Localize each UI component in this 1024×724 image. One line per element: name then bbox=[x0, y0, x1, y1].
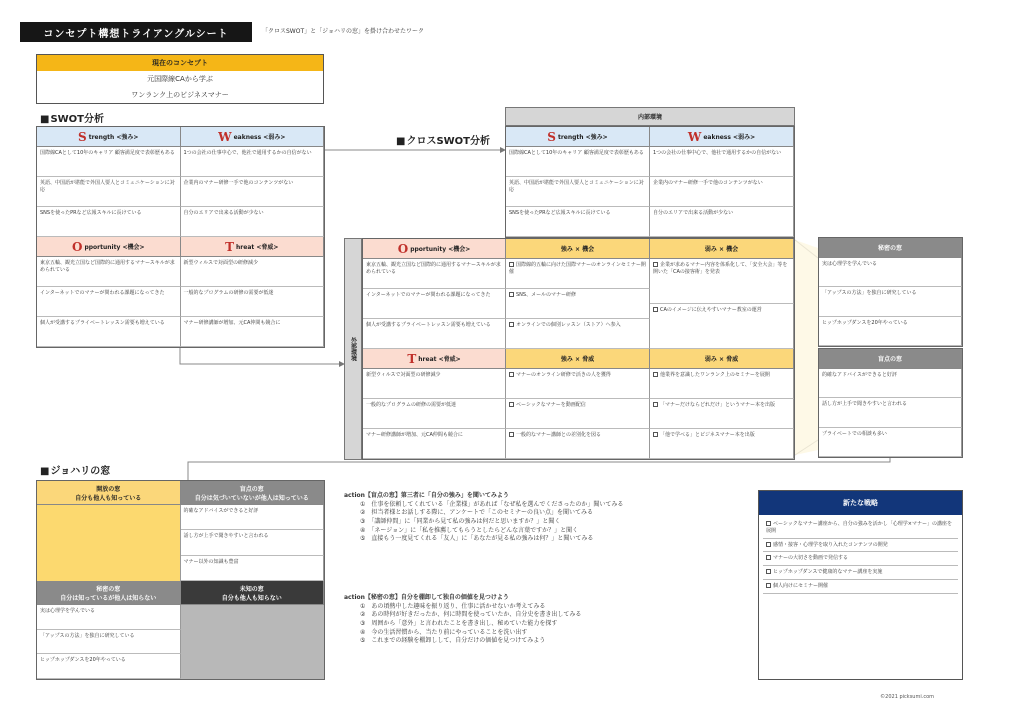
checkbox-icon bbox=[766, 569, 771, 574]
external-env-label: 外部環境 bbox=[344, 238, 362, 460]
checkbox-icon bbox=[509, 322, 514, 327]
cross-threat-item: マナー研修講師が増加、元CA仲間も競合に bbox=[363, 429, 506, 459]
swot-grid bbox=[36, 126, 325, 348]
threat-header: T hreat <脅威> bbox=[181, 237, 325, 257]
checkbox-icon bbox=[509, 402, 514, 407]
checkbox-icon bbox=[653, 307, 658, 312]
wt-header: 弱み × 脅威 bbox=[650, 349, 794, 369]
cross-opportunity-list bbox=[363, 259, 506, 349]
action-blind bbox=[344, 492, 744, 544]
strength-item: 国際線CAとして10年のキャリア 顧客満足度で表彰歴もある bbox=[37, 147, 181, 177]
right-secret-item: 実は心理学を学んでいる bbox=[819, 258, 962, 287]
blind-item: 的確なアドバイスができると好評 bbox=[181, 505, 325, 530]
action-line: ③ 「講師仲間」に「同業から見て私の強みは何だと思いますか？」と聞く bbox=[360, 518, 561, 526]
cross-strength-list bbox=[506, 147, 650, 237]
wo-list bbox=[650, 259, 794, 349]
title-note: 「クロスSWOT」と「ジョハリの窓」を掛け合わせたワーク bbox=[262, 28, 425, 35]
action-line: ② あの時何が好きだったか、何に時間を使っていたか、自分史を書き出してみる bbox=[360, 611, 582, 619]
checkbox-icon bbox=[766, 542, 771, 547]
action-line: ② 担当者様とお話しする際に、アンケートで「このセミナーの良い点」を聞いてみる bbox=[360, 509, 594, 517]
so-header: 強み × 機会 bbox=[506, 239, 650, 259]
hidden-window-header: 秘密の窓 自分は知っているが他人は知らない bbox=[37, 581, 181, 605]
st-header: 強み × 脅威 bbox=[506, 349, 650, 369]
right-secret-list bbox=[819, 258, 962, 346]
wt-item: 他業界を意識したワンランク上のセミナーを展開 bbox=[650, 369, 794, 399]
threat-item: 一般的なプログラムの研修の需要が低迷 bbox=[181, 287, 325, 317]
opportunity-item: 東京五輪、観光立国など国際的に通用するマナースキルが求められている bbox=[37, 257, 181, 287]
right-blind-item: プライベートでの相談も多い bbox=[819, 428, 962, 457]
action-line: ⑤ これまでの経験を棚卸しして、自分だけの価値を見つけてみよう bbox=[360, 637, 546, 645]
weakness-list bbox=[181, 147, 325, 237]
checkbox-icon bbox=[653, 372, 658, 377]
strength-item: 英語、中国語が堪能で外国人要人とコミュニケーションに対応 bbox=[37, 177, 181, 207]
strategy-item: ヒップホップダンスで健康的なマナー講座を実施 bbox=[763, 566, 958, 580]
wt-item: 「マナーだけならどれだけ」というマナー本を出版 bbox=[650, 399, 794, 429]
opportunity-list bbox=[37, 257, 181, 347]
strength-header: S trength <強み> bbox=[37, 127, 181, 147]
cross-strength-item: 英語、中国語が堪能で外国人要人とコミュニケーションに対応 bbox=[506, 177, 650, 207]
cross-weakness-header: W eakness <弱み> bbox=[650, 127, 794, 147]
cross-matrix bbox=[362, 238, 795, 460]
strategy-item: 個人向けにセミナー開催 bbox=[763, 580, 958, 594]
hidden-window-list bbox=[37, 605, 181, 679]
cross-weakness-list bbox=[650, 147, 794, 237]
open-window-body bbox=[37, 505, 181, 581]
so-item: 国際線的五輪に向けた国際マナーのオンラインセミナー開催 bbox=[506, 259, 650, 289]
checkbox-icon bbox=[509, 262, 514, 267]
weakness-item: 1つの会社の仕事中心で、他社で通用するかの自信がない bbox=[181, 147, 325, 177]
right-secret-header: 秘密の窓 bbox=[819, 238, 962, 258]
so-item: SNS、メールのマナー研修 bbox=[506, 289, 650, 319]
action-secret bbox=[344, 594, 744, 646]
hidden-item: 「アップスの方法」を独自に研究している bbox=[37, 630, 181, 655]
right-secret-window bbox=[818, 237, 963, 347]
strategy-header: 新たな戦略 bbox=[759, 491, 962, 515]
wt-item: 「他で学べる」とビジネスマナー本を出版 bbox=[650, 429, 794, 459]
opportunity-header: O pportunity <機会> bbox=[37, 237, 181, 257]
action-heading: action【秘密の窓】自分を棚卸して独自の価値を見つけよう bbox=[344, 594, 509, 601]
concept-line-2: ワンランク上のビジネスマナー bbox=[131, 91, 229, 99]
right-blind-list bbox=[819, 369, 962, 457]
blind-item: マナー以外の知識も豊富 bbox=[181, 556, 325, 581]
unknown-window-header: 未知の窓 自分も他人も知らない bbox=[181, 581, 325, 605]
wt-list bbox=[650, 369, 794, 459]
cross-opportunity-header: O pportunity <機会> bbox=[363, 239, 506, 259]
checkbox-icon bbox=[766, 521, 771, 526]
blind-item: 話し方が上手で聞きやすいと言われる bbox=[181, 530, 325, 555]
so-item: オンラインでの個別レッスン（ストア）へ参入 bbox=[506, 319, 650, 349]
right-secret-item: ヒップホップダンスを20年やっている bbox=[819, 317, 962, 346]
st-item: マナーのオンライン研修で活きの人を獲得 bbox=[506, 369, 650, 399]
checkbox-icon bbox=[653, 432, 658, 437]
weakness-item: 企業内のマナー研修一手で他のコンテンツがない bbox=[181, 177, 325, 207]
cross-opportunity-item: 東京五輪、観光立国など国際的に通用するマナースキルが求められている bbox=[363, 259, 506, 289]
weakness-header: W eakness <弱み> bbox=[181, 127, 325, 147]
copyright: ©2021 picksumi.com bbox=[880, 694, 934, 700]
current-concept-box bbox=[36, 54, 324, 104]
weakness-item: 自分のエリアで出来る活動が少ない bbox=[181, 207, 325, 237]
cross-threat-item: 新型ウィルスで対面型の研修減少 bbox=[363, 369, 506, 399]
action-heading: action【盲点の窓】第三者に「自分の強み」を聞いてみよう bbox=[344, 492, 509, 499]
so-list bbox=[506, 259, 650, 349]
wo-item: CAのイメージに伝えやすいマナー教室の運営 bbox=[650, 304, 794, 349]
concept-header: 現在のコンセプト bbox=[37, 55, 323, 71]
right-blind-header: 盲点の窓 bbox=[819, 349, 962, 369]
checkbox-icon bbox=[653, 402, 658, 407]
cross-strength-item: 国際線CAとして10年のキャリア 顧客満足度で表彰歴もある bbox=[506, 147, 650, 177]
cross-opportunity-item: 個人が受講するプライベートレッスン需要も増えている bbox=[363, 319, 506, 349]
strategy-item: 感情・接客・心理学を取り入れたコンテンツの開発 bbox=[763, 539, 958, 553]
checkbox-icon bbox=[509, 372, 514, 377]
st-item: 一般的なマナー講師との差別化を図る bbox=[506, 429, 650, 459]
checkbox-icon bbox=[653, 262, 658, 267]
st-list bbox=[506, 369, 650, 459]
cross-threat-header: T hreat <脅威> bbox=[363, 349, 506, 369]
wo-item: 企業が求めるマナー内容を体系化して、「安全大会」等を開いた「CAの接客術」を発表 bbox=[650, 259, 794, 304]
opportunity-item: インターネットでのマナーが問われる課題になってきた bbox=[37, 287, 181, 317]
strategy-list bbox=[759, 515, 962, 597]
sheet-title: コンセプト構想トライアングルシート bbox=[20, 22, 252, 42]
threat-item: マナー研修講師が増加、元CA仲間も競合に bbox=[181, 317, 325, 347]
cross-weakness-item: 企業内のマナー研修一手で他のコンテンツがない bbox=[650, 177, 794, 207]
checkbox-icon bbox=[766, 555, 771, 560]
right-secret-item: 「アップスの方法」を独自に研究している bbox=[819, 287, 962, 316]
open-window-header: 開放の窓 自分も他人も知っている bbox=[37, 481, 181, 505]
strategy-item: ベーシックなマナー講座から、自分の強みを活かし「心理学×マナー」の講座を展開 bbox=[763, 518, 958, 539]
action-line: ⑤ 直接もう一度見てくれる「友人」に「あなたが見る私の強みは何？」と聞いてみる bbox=[360, 535, 594, 543]
action-line: ③ 周囲から「意外」と言われたことを書き出し、秘めていた能力を探す bbox=[360, 620, 558, 628]
action-line: ④ 今の生活習慣から、当たり前にやっていることを洗い出す bbox=[360, 628, 528, 636]
cross-internal-grid bbox=[505, 126, 795, 238]
opportunity-item: 個人が受講するプライベートレッスン需要も増えている bbox=[37, 317, 181, 347]
johari-section-title: ■ ジョハリの窓 bbox=[40, 462, 110, 477]
right-blind-window bbox=[818, 348, 963, 458]
checkbox-icon bbox=[766, 583, 771, 588]
threat-item: 新型ウィルスで対面型の研修減少 bbox=[181, 257, 325, 287]
internal-env-label: 内部環境 bbox=[505, 107, 795, 126]
cross-threat-list bbox=[363, 369, 506, 459]
blind-window-list bbox=[181, 505, 325, 581]
action-line: ④ 「ネージョン」に「私を推薦してもらうとしたらどんな言葉ですか？」と聞く bbox=[360, 526, 579, 534]
cross-strength-header: S trength <強み> bbox=[506, 127, 650, 147]
swot-section-title: ■ SWOT分析 bbox=[40, 110, 104, 125]
johari-grid bbox=[36, 480, 325, 680]
cross-weakness-item: 自分のエリアで出来る活動が少ない bbox=[650, 207, 794, 237]
threat-list bbox=[181, 257, 325, 347]
unknown-window-body bbox=[181, 605, 325, 679]
cross-swot-section-title: ■ クロスSWOT分析 bbox=[396, 132, 490, 147]
cross-opportunity-item: インターネットでのマナーが問われる課題になってきた bbox=[363, 289, 506, 319]
action-line: ① 仕事を依頼してくれている「企業様」があれば「なぜ私を選んでくださったのか」聞いてみる bbox=[360, 500, 624, 508]
right-blind-item: 話し方が上手で聞きやすいと言われる bbox=[819, 398, 962, 427]
cross-weakness-item: 1つの会社の仕事中心で、他社で通用するかの自信がない bbox=[650, 147, 794, 177]
st-item: ベーシックなマナーを動画配信 bbox=[506, 399, 650, 429]
right-blind-item: 的確なアドバイスができると好評 bbox=[819, 369, 962, 398]
concept-line-1: 元国際線CAから学ぶ bbox=[147, 75, 213, 83]
checkbox-icon bbox=[509, 292, 514, 297]
cross-threat-item: 一般的なプログラムの研修の需要が低迷 bbox=[363, 399, 506, 429]
new-strategy-box bbox=[758, 490, 963, 680]
action-line: ① あの頃熱中した趣味を振り返り、仕事に活かせないか考えてみる bbox=[360, 602, 546, 610]
cross-strength-item: SNSを使ったPRなど広報スキルに長けている bbox=[506, 207, 650, 237]
checkbox-icon bbox=[509, 432, 514, 437]
hidden-item: ヒップホップダンスを20年やっている bbox=[37, 654, 181, 679]
strategy-item: マナーの大切さを動画で発信する bbox=[763, 552, 958, 566]
hidden-item: 実は心理学を学んでいる bbox=[37, 605, 181, 630]
strength-list bbox=[37, 147, 181, 237]
wo-header: 弱み × 機会 bbox=[650, 239, 794, 259]
blind-window-header: 盲点の窓 自分は気づいていないが他人は知っている bbox=[181, 481, 325, 505]
strength-item: SNSを使ったPRなど広報スキルに長けている bbox=[37, 207, 181, 237]
